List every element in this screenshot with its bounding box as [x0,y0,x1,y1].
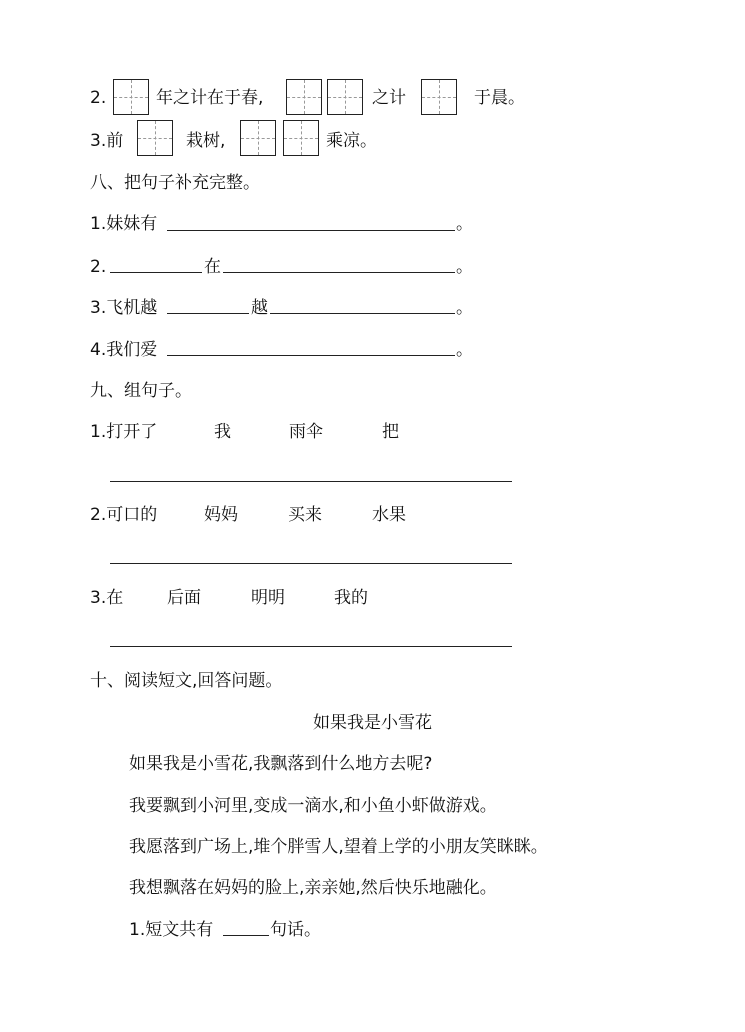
answer-blank[interactable] [223,272,455,273]
q7-l3-num: 3.前 [90,131,124,151]
passage-paragraph: 我要飘到小河里,变成一滴水,和小鱼小虾做游戏。 [129,796,497,816]
char-box[interactable] [327,79,363,115]
q9-word: 我 [214,422,231,442]
q8-l2-text-b: 在 [204,257,221,277]
q8-l3-end: 。 [456,298,473,318]
q8-l1-end: 。 [456,214,473,234]
q10-heading: 十、阅读短文,回答问题。 [90,671,283,691]
q8-l1-text: 1.妹妹有 [90,214,158,234]
char-box[interactable] [286,79,322,115]
passage-paragraph: 我愿落到广场上,堆个胖雪人,望着上学的小朋友笑眯眯。 [129,837,548,857]
q7-l2-text-a: 年之计在于春, [156,88,264,108]
q7-l2-text-c: 于晨。 [474,88,525,108]
q8-l3-text-a: 3.飞机越 [90,298,158,318]
q10-question-text-b: 句话。 [270,920,321,940]
char-box[interactable] [240,120,276,156]
answer-line[interactable] [110,646,512,647]
q7-l3-text-b: 乘凉。 [326,131,377,151]
q8-l2-end: 。 [456,257,473,277]
q8-heading: 八、把句子补充完整。 [90,173,260,193]
char-box[interactable] [113,79,149,115]
answer-line[interactable] [110,481,512,482]
q9-word: 我的 [334,588,368,608]
char-box[interactable] [283,120,319,156]
q9-word: 买来 [288,505,322,525]
q9-word: 妈妈 [204,505,238,525]
answer-blank[interactable] [167,230,455,231]
q8-l2-text-a: 2. [90,257,107,277]
q10-question-text-a: 1.短文共有 [129,920,214,940]
q7-l3-text-a: 栽树, [186,131,226,151]
q8-l4-text: 4.我们爱 [90,340,158,360]
q7-l2-num: 2. [90,88,107,108]
q9-heading: 九、组句子。 [90,381,192,401]
q9-word: 明明 [251,588,285,608]
answer-blank[interactable] [167,313,249,314]
q8-l3-text-b: 越 [251,298,268,318]
passage-paragraph: 我想飘落在妈妈的脸上,亲亲她,然后快乐地融化。 [129,878,497,898]
answer-blank[interactable] [270,313,455,314]
q9-word: 2.可口的 [90,505,158,525]
answer-line[interactable] [110,563,512,564]
answer-blank[interactable] [167,355,455,356]
char-box[interactable] [421,79,457,115]
q9-word: 雨伞 [289,422,323,442]
q9-word: 后面 [167,588,201,608]
q9-word: 水果 [372,505,406,525]
q9-word: 把 [382,422,399,442]
answer-blank[interactable] [223,935,269,936]
q7-l2-text-b: 之计 [372,88,406,108]
char-box[interactable] [137,120,173,156]
q8-l4-end: 。 [456,340,473,360]
passage-title: 如果我是小雪花 [313,713,432,733]
q9-word: 1.打开了 [90,422,158,442]
answer-blank[interactable] [110,272,202,273]
q9-word: 3.在 [90,588,124,608]
passage-paragraph: 如果我是小雪花,我飘落到什么地方去呢? [129,754,433,774]
